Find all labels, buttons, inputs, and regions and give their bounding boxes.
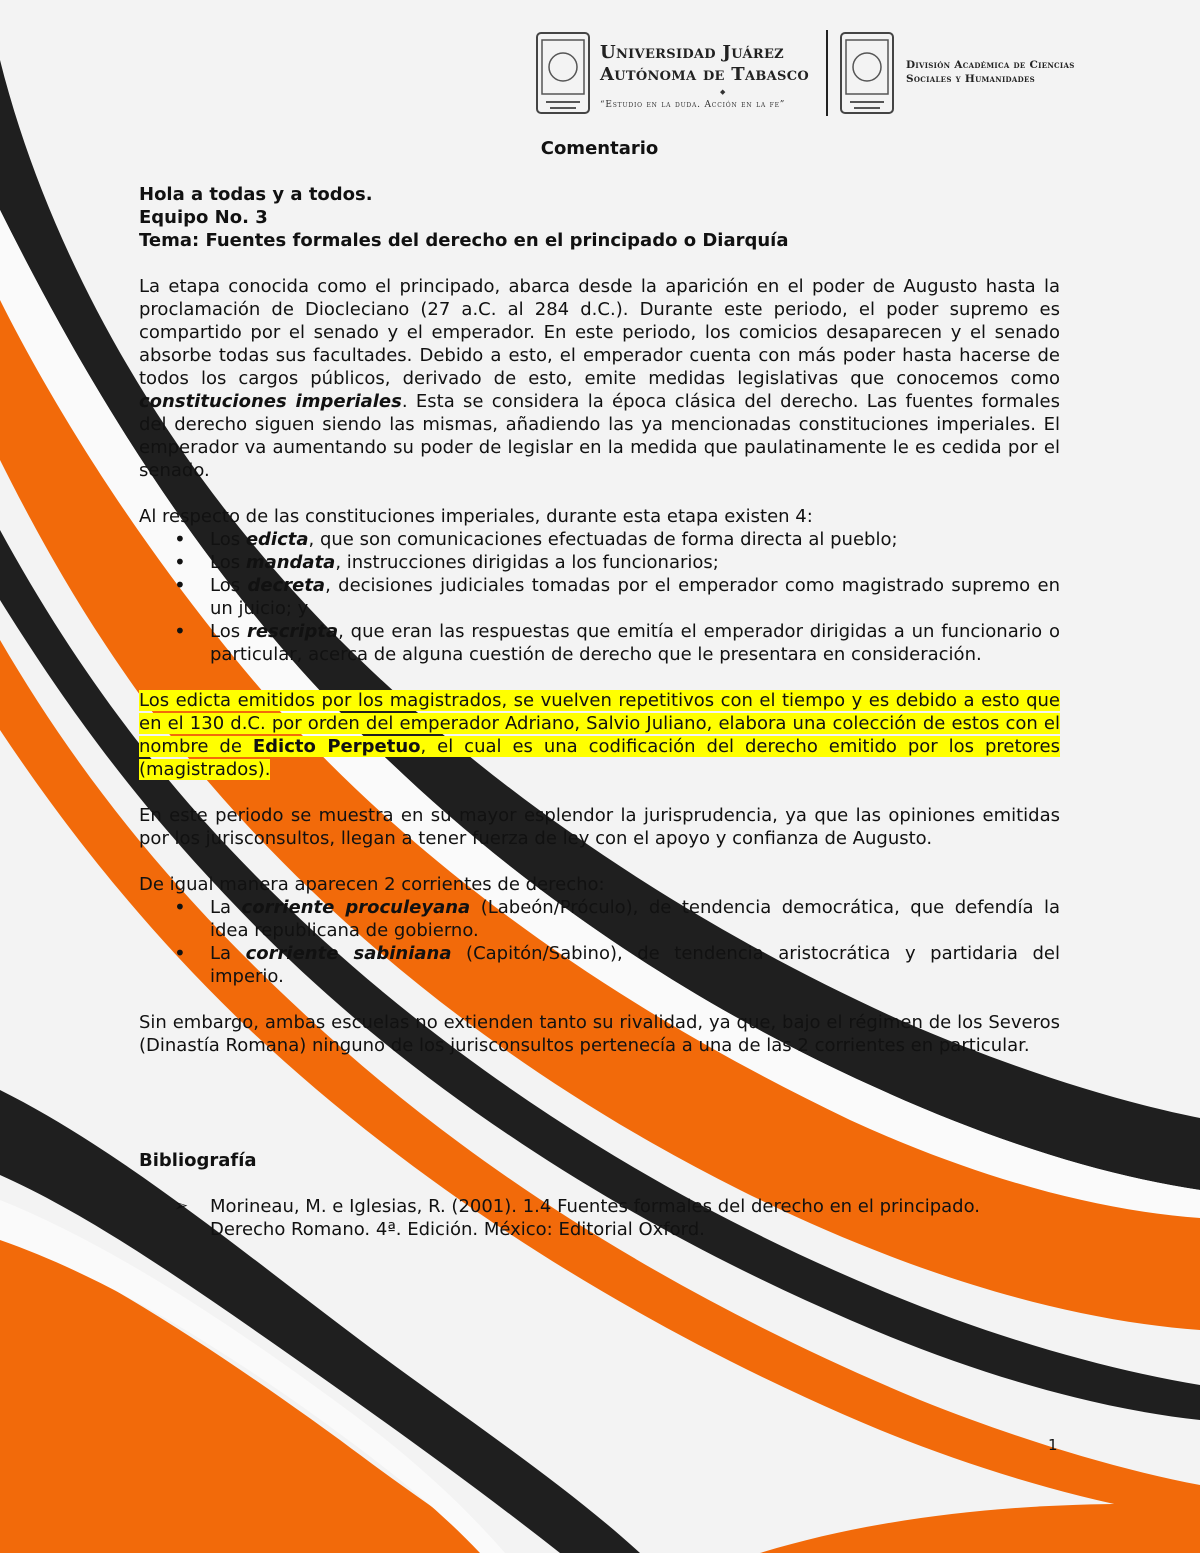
paragraph-principado: La etapa conocida como el principado, abarca desde la aparición en el poder de Augusto hasta la proclamación de Diocleciano (27 a.C. al 284 d.C.). Durante este periodo, el poder supremo es compartido por el senado y el emperador. En este periodo, los comicios desaparecen y el senado absorbe todas sus facultades. Debido a esto, el emperador cuenta con más poder hasta hacerse de todos los cargos públicos, derivado de esto, emite medidas legislativas que conocemos como constituciones imperiales. Esta se considera la época clásica del derecho. Las fuentes formales del derecho siguen siendo las mismas, añadiendo las ya mencionadas constituciones imperiales. El emperador va aumentando su poder de legislar en la medida que paulatinamente le es cedida por el senado.: [139, 276, 1060, 481]
topic-label: Tema: Fuentes formales del derecho en el principado o Diarquía: [139, 230, 789, 251]
term-edicto-perpetuo: Edicto Perpetuo: [252, 736, 421, 757]
paragraph-severos: Sin embargo, ambas escuelas no extienden tanto su rivalidad, ya que, bajo el régimen de los Severos (Dinastía Romana) ninguno de los jurisconsultos pertenecía a una de las 2 corrientes en particular.: [139, 1012, 1060, 1056]
paragraph-edicto-perpetuo: Los edicta emitidos por los magistrados, se vuelven repetitivos con el tiempo y es debido a esto que en el 130 d.C. por orden del emperador Adriano, Salvio Juliano, elabora una colección de estos con el nombre de Edicto Perpetuo, el cual es una codificación del derecho emitido por los pretores (magistrados).: [139, 690, 1060, 780]
bibliography-list: [139, 1195, 1060, 1241]
bibliography-item: ➢ Morineau, M. e Iglesias, R. (2001). 1.4 Fuentes formales del derecho en el principado. Derecho Romano. 4ª. Edición. México: Editorial Oxford.: [210, 1195, 1060, 1241]
list-item: • La corriente proculeyana (Labeón/Próculo), de tendencia democrática, que defendía la idea republicana de gobierno.: [210, 896, 1060, 942]
paragraph-jurisprudencia: En este periodo se muestra en su mayor esplendor la jurisprudencia, ya que las opiniones emitidas por los jurisconsultos, llegan a tener fuerza de ley con el apoyo y confianza de Augusto.: [139, 805, 1060, 849]
constituciones-list: [139, 528, 1060, 666]
header-divider: [826, 30, 828, 116]
university-motto: “Estudio en la duda. Acción en la fe”: [600, 100, 786, 110]
paragraph-corrientes-intro: De igual manera aparecen 2 corrientes de derecho:: [139, 874, 605, 895]
list-item: • Los decreta, decisiones judiciales tomadas por el emperador como magistrado supremo en un juicio; y: [210, 574, 1060, 620]
corrientes-list: [139, 896, 1060, 988]
term-constituciones: constituciones imperiales: [139, 391, 402, 412]
letterhead: [534, 28, 1094, 120]
page-number: 1: [1048, 1436, 1058, 1454]
team-label: Equipo No. 3: [139, 207, 268, 228]
paragraph-constituciones-intro: Al respecto de las constituciones imperiales, durante esta etapa existen 4:: [139, 506, 813, 527]
document-title: Comentario: [540, 138, 659, 159]
division-seal-icon: [840, 32, 894, 114]
list-item: • Los mandata, instrucciones dirigidas a los funcionarios;: [210, 551, 1060, 574]
list-item: • Los edicta, que son comunicaciones efectuadas de forma directa al pueblo;: [210, 528, 1060, 551]
document-body: [139, 137, 1060, 1241]
university-name: Universidad Juárez Autónoma de Tabasco: [600, 42, 810, 85]
list-item: • La corriente sabiniana (Capitón/Sabino), de tendencia aristocrática y partidaria del imperio.: [210, 942, 1060, 988]
university-seal-icon: [536, 32, 590, 114]
orange-ribbon-corner: [760, 1504, 1200, 1553]
separator-dot-icon: ◆: [720, 88, 726, 96]
division-name: División Académica de Ciencias Sociales y Humanidades: [906, 59, 1075, 85]
greeting: Hola a todas y a todos.: [139, 184, 373, 205]
list-item: • Los rescripta, que eran las respuestas que emitía el emperador dirigidas a un funcionario o particular, acerca de alguna cuestión de derecho que le presentara en consideración.: [210, 620, 1060, 666]
bibliography-heading: Bibliografía: [139, 1150, 257, 1171]
